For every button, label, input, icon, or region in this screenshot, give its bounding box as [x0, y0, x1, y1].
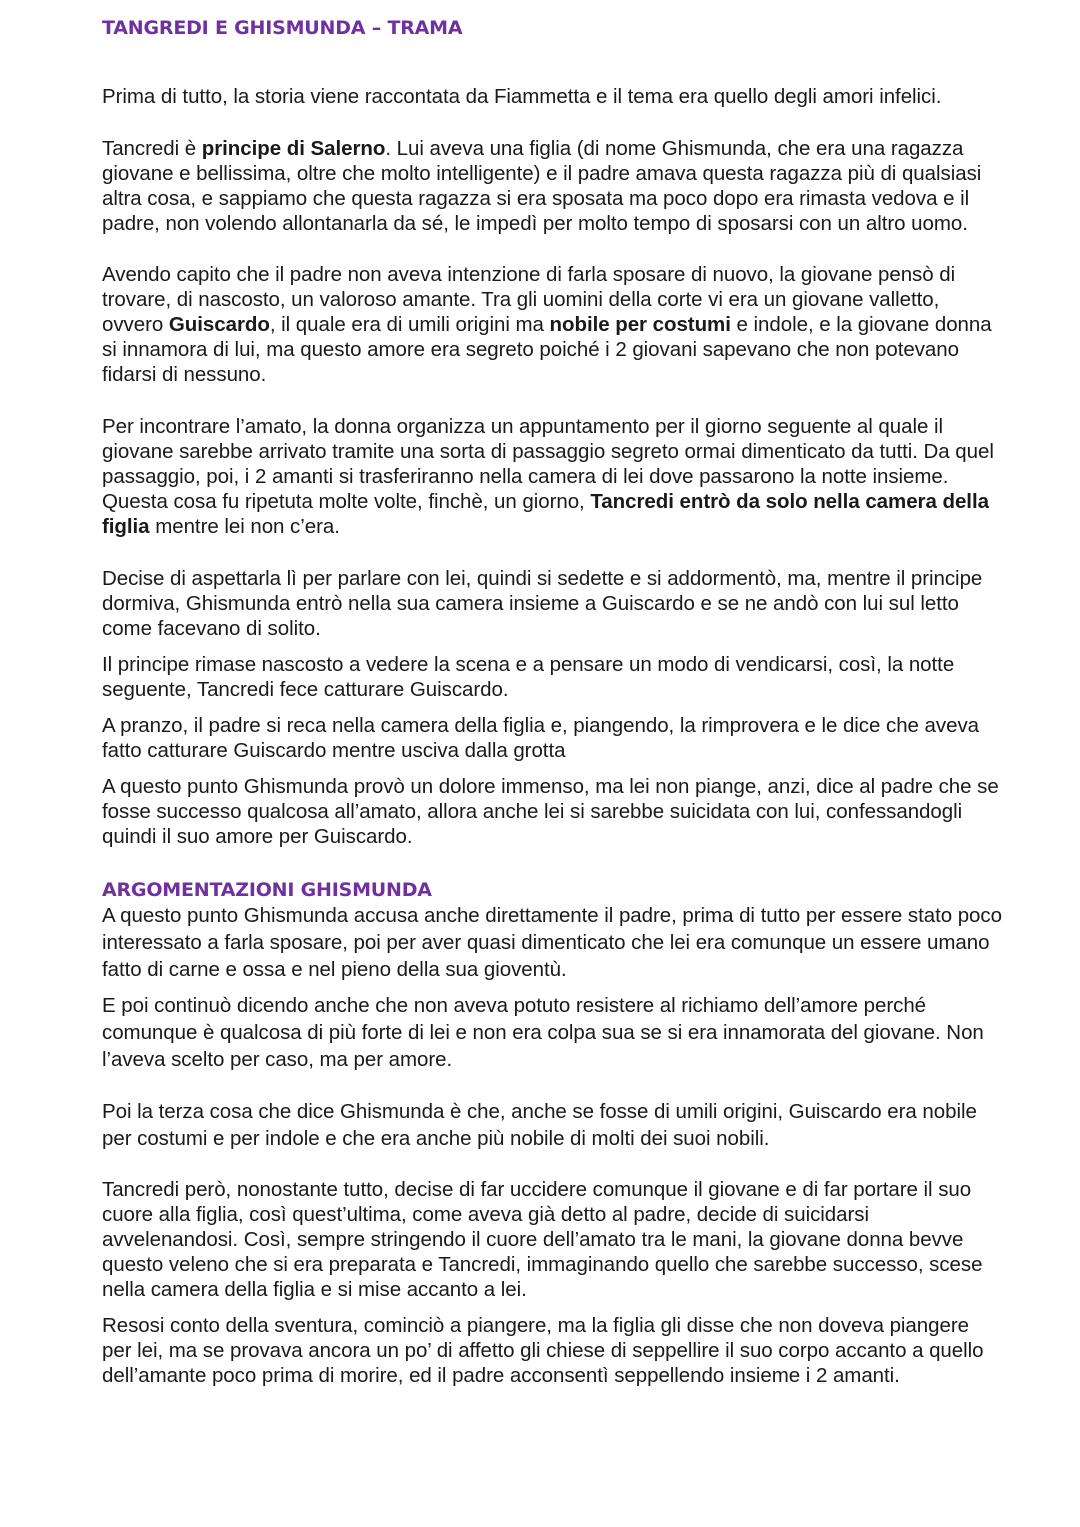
text: Avendo capito che il padre non aveva intenzione di farla sposare di nuovo, la giovane pensò di trovare, di nascosto, un valoroso amante. Tra gli uomini della corte vi era un giovane valletto, ovvero [102, 263, 956, 336]
text: . Lui aveva una figlia (di nome Ghismunda, che era una ragazza giovane e bellissima, oltre che molto intelligente) e il padre amava questa ragazza più di qualsiasi altra cosa, e sappiamo che questa ragazza si era sposata ma poco dopo era rimasta vedova e il padre, non volendo allontanarla da sé, le impedì per molto tempo di sposarsi con un altro uomo. [102, 137, 982, 235]
text: , il quale era di umili origini ma [269, 313, 550, 336]
text: e indole, e la giovane donna si innamora di lui, ma questo amore era segreto poiché i 2 giovani sapevano che non potevano fidarsi di nessuno. [102, 313, 992, 386]
paragraph-appuntamento [102, 414, 1002, 539]
paragraph-accusa: A questo punto Ghismunda accusa anche direttamente il padre, prima di tutto per essere stato poco interessato a farla sposare, poi per aver quasi dimenticato che lei era comunque un essere umano fatto di carne e ossa e nel pieno della sua gioventù. [102, 904, 1002, 981]
paragraph-intro: Prima di tutto, la storia viene raccontata da Fiammetta e il tema era quello degli amori infelici. [102, 85, 942, 108]
paragraph-dolore: A questo punto Ghismunda provò un dolore immenso, ma lei non piange, anzi, dice al padre che se fosse successo qualcosa all’amato, allora anche lei si sarebbe suicidata con lui, confessandogli quindi il suo amore per Guiscardo. [102, 775, 999, 848]
text: Per incontrare l’amato, la donna organizza un appuntamento per il giorno seguente al quale il giovane sarebbe arrivato tramite una sorta di passaggio segreto ormai dimenticato da tutti. Da quel passaggio, poi, i 2 amanti si trasferiranno nella camera di lei dove passarono la notte insieme. Questa cosa fu ripetuta molte volte, finchè, un giorno, [102, 415, 994, 513]
bold-text: principe di Salerno [201, 137, 386, 160]
paragraph-guiscardo [102, 262, 1002, 387]
paragraph-amore: E poi continuò dicendo anche che non aveva potuto resistere al richiamo dell’amore perché comunque è qualcosa di più forte di lei e non era colpa sua se si era innamorata del giovane. Non l’aveva scelto per caso, ma per amore. [102, 994, 984, 1071]
paragraph-pranzo: A pranzo, il padre si reca nella camera della figlia e, piangendo, la rimprovera e le dice che aveva fatto catturare Guiscardo mentre usciva dalla grotta [102, 714, 980, 762]
document-page [102, 14, 1002, 1388]
paragraph-attesa: Decise di aspettarla lì per parlare con lei, quindi si sedette e si addormentò, ma, mentre il principe dormiva, Ghismunda entrò nella sua camera insieme a Guiscardo e se ne andò con lui sul letto come facevano di solito. [102, 567, 983, 640]
paragraph-sepoltura: Resosi conto della sventura, cominciò a piangere, ma la figlia gli disse che non doveva piangere per lei, ma se provava ancora un po’ di affetto gli chiese di seppellire il suo corpo accanto a quello dell’amante poco prima di morire, ed il padre acconsentì seppellendo insieme i 2 amanti. [102, 1314, 984, 1387]
paragraph-veleno: Tancredi però, nonostante tutto, decise di far uccidere comunque il giovane e di far portare il suo cuore alla figlia, così quest’ultima, come aveva già detto al padre, decide di suicidarsi avvelenandosi. Così, sempre stringendo il cuore dell’amato tra le mani, la giovane donna bevve questo veleno che si era preparata e Tancredi, immaginando quello che sarebbe successo, scese nella camera della figlia e si mise accanto a lei. [102, 1178, 983, 1301]
heading-argomentazioni: ARGOMENTAZIONI GHISMUNDA [102, 879, 432, 901]
text: Tancredi è [102, 137, 202, 160]
text: mentre lei non c’era. [149, 515, 340, 538]
bold-text: nobile per costumi [549, 313, 731, 336]
bold-text: Tancredi entrò da solo nella camera della figlia [102, 490, 989, 538]
heading-trama: TANGREDI E GHISMUNDA – TRAMA [102, 17, 463, 39]
paragraph-terza-cosa: Poi la terza cosa che dice Ghismunda è che, anche se fosse di umili origini, Guiscardo era nobile per costumi e per indole e che era anche più nobile di molti dei suoi nobili. [102, 1100, 977, 1150]
paragraph-tancredi [102, 136, 1002, 236]
bold-text: Guiscardo [168, 313, 270, 336]
paragraph-cattura: Il principe rimase nascosto a vedere la scena e a pensare un modo di vendicarsi, così, la notte seguente, Tancredi fece catturare Guiscardo. [102, 653, 955, 701]
